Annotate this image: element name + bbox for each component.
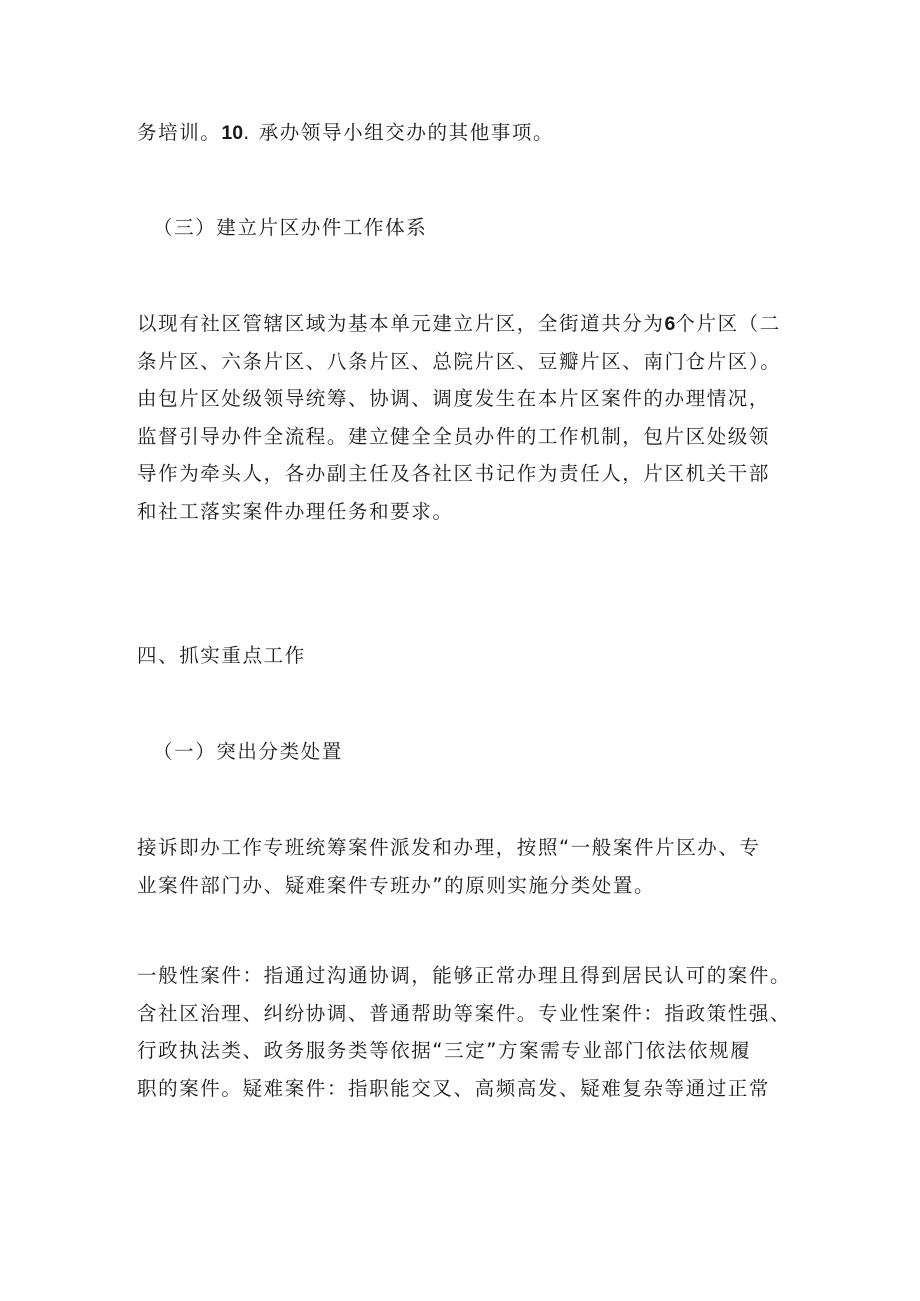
district-count: 6: [664, 313, 676, 335]
section-heading-classification: [153, 733, 833, 771]
heading-text: （三）建立片区办件工作体系: [153, 216, 428, 239]
text-line: 职的案件。疑难案件：指职能交叉、高频高发、疑难复杂等通过正常: [137, 1076, 771, 1100]
text-line: 由包片区处级领导统筹、协调、调度发生在本片区案件的办理情况，: [137, 387, 771, 410]
text-line: [137, 114, 817, 152]
text-segment: . 承办领导小组交办的其他事项。: [243, 121, 555, 144]
text-line: 含社区治理、纠纷协调、普通帮助等案件。专业性案件：指政策性强、: [137, 1001, 792, 1025]
text-line: 导作为牵头人，各办副主任及各社区书记作为责任人，片区机关干部: [137, 462, 771, 485]
text-line: [137, 305, 817, 343]
text-segment: 以现有社区管辖区域为基本单元建立片区，全街道共分为: [137, 312, 665, 335]
paragraph-classification: [137, 829, 817, 904]
section-heading-district-system: [153, 209, 833, 247]
text-segment: 个片区（二: [675, 312, 781, 335]
heading-text: （一）突出分类处置: [153, 740, 343, 763]
text-line: 和社工落实案件办理任务和要求。: [137, 499, 454, 523]
text-line: 监督引导办件全流程。建立健全全员办件的工作机制，包片区处级领: [137, 424, 771, 448]
text-line: 条片区、六条片区、八条片区、总院片区、豆瓣片区、南门仓片区）。: [137, 349, 782, 373]
text-line: 业案件部门办、疑难案件专班办”的原则实施分类处置。: [137, 873, 656, 897]
text-segment: 务培训。: [137, 121, 222, 144]
heading-text: 四、抓实重点工作: [137, 644, 306, 667]
text-line: 一般性案件：指通过沟通协调，能够正常办理且得到居民认可的案件。: [137, 964, 792, 987]
paragraph-district-system: [137, 305, 817, 530]
paragraph-training-tail: [137, 114, 817, 152]
text-line: 行政执法类、政务服务类等依据“三定”方案需专业部门依法依规履: [137, 1039, 752, 1062]
text-line: 接诉即办工作专班统筹案件派发和办理，按照“一般案件片区办、专: [137, 836, 761, 859]
paragraph-case-types: [137, 957, 817, 1107]
section-heading-key-work: [137, 637, 817, 675]
item-number: 10: [221, 122, 244, 144]
